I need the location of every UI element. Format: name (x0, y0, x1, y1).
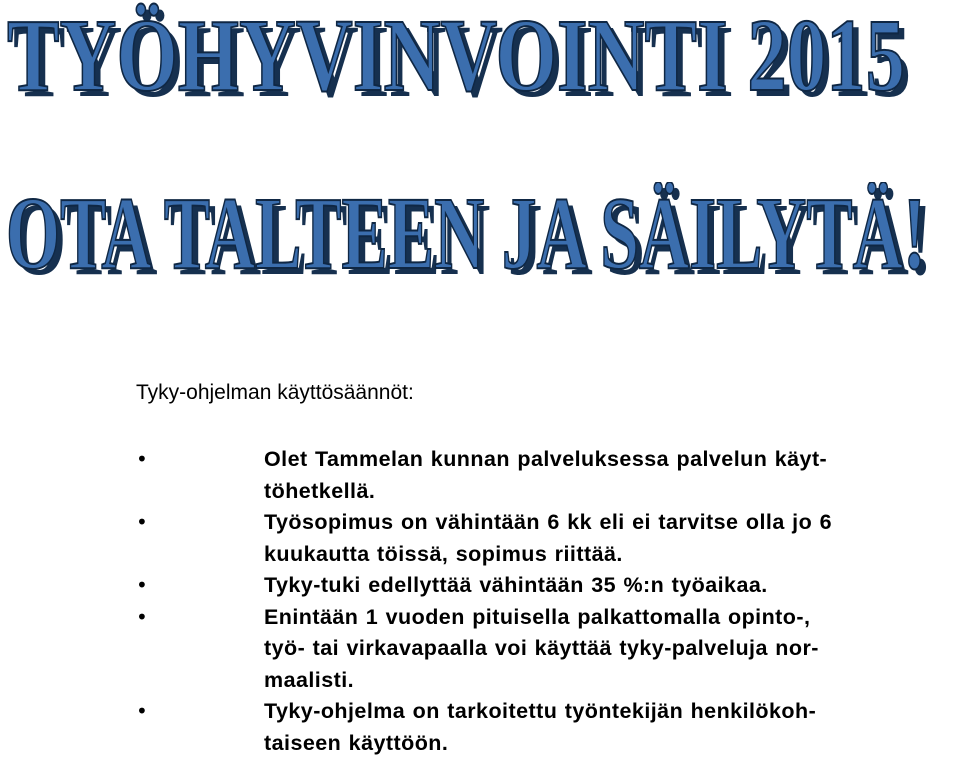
page-subtitle-shadow: OTA TALTEEN JA SÄILYTÄ! (12, 182, 933, 292)
page-subtitle-wordart (0, 182, 959, 292)
rule-text: Tyky-tuki edellyttää vähintään 35 %:n työaikaa. (264, 573, 768, 597)
rule-text: Enintään 1 vuoden pituisella palkattomalla opinto-, työ- tai virkavapaalla voi käyttää tyky-palveluja nor- maalisti. (264, 604, 819, 692)
rule-item (136, 507, 956, 570)
rule-item (136, 570, 956, 602)
bullet-icon: • (136, 573, 148, 597)
bullet-icon: • (136, 447, 148, 471)
rule-item (136, 602, 956, 697)
rule-text: Tyky-ohjelma on tarkoitettu työntekijän henkilökoh- taiseen käyttöön. (264, 699, 817, 755)
rules-heading: Tyky-ohjelman käyttösäännöt: (136, 381, 414, 404)
page-subtitle-text: OTA TALTEEN JA SÄILYTÄ! (6, 182, 927, 291)
page-subtitle (0, 182, 959, 292)
page-title-text: TYÖHYVINVOINTI 2015 (7, 0, 905, 110)
rules-list (136, 444, 956, 759)
bullet-icon: • (136, 699, 148, 723)
rule-text: Olet Tammelan kunnan palveluksessa palvelun käyt- töhetkellä. (264, 447, 828, 503)
page-title (0, 0, 959, 110)
page-title-shadow: TYÖHYVINVOINTI 2015 (13, 4, 911, 110)
page-title-wordart (0, 0, 959, 110)
bullet-icon: • (136, 510, 148, 534)
rule-item (136, 696, 956, 759)
rule-text: Työsopimus on vähintään 6 kk eli ei tarvitse olla jo 6 kuukautta töissä, sopimus riittää. (264, 510, 832, 566)
rule-item (136, 444, 956, 507)
bullet-icon: • (136, 604, 148, 629)
